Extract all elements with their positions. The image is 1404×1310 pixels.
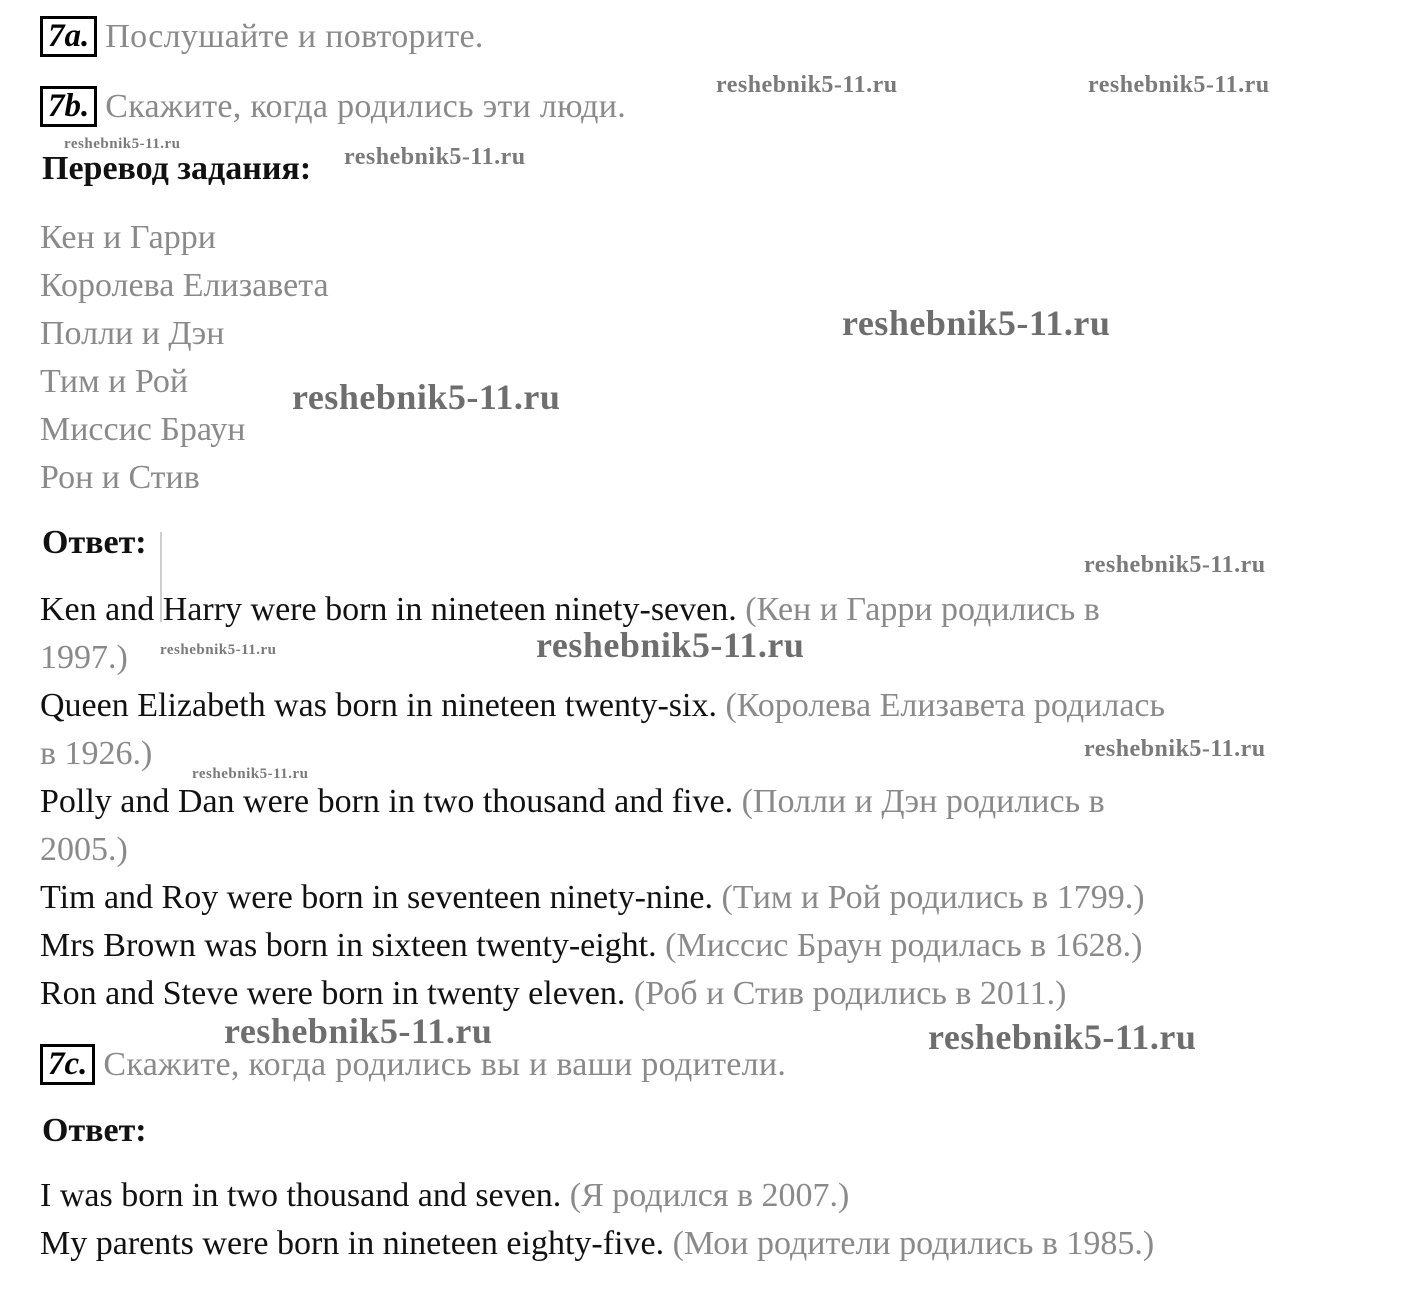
answer-ru: (Тим и Рой родились в 1799.): [721, 879, 1145, 916]
answer-line: [40, 970, 1067, 1018]
task-7b-instruction: Скажите, когда родились эти люди.: [105, 87, 627, 125]
answer-ru: (Королева Елизавета родилась: [725, 687, 1166, 724]
answer-line: [40, 874, 1145, 922]
watermark: reshebnik5-11.ru: [928, 1017, 1197, 1057]
answer-heading: Ответ:: [42, 524, 147, 561]
answer-ru: (Мои родители родились в 1985.): [672, 1225, 1155, 1262]
people-item: Кен и Гарри: [40, 219, 216, 256]
watermark: reshebnik5-11.ru: [64, 136, 181, 152]
people-item: Полли и Дэн: [40, 315, 225, 352]
task-7a-instruction: Послушайте и повторите.: [105, 17, 484, 55]
answer-ru: (Полли и Дэн родились в: [741, 783, 1105, 820]
watermark: reshebnik5-11.ru: [1084, 552, 1266, 578]
answer-en: Tim and Roy were born in seventeen ninety-nine.: [40, 879, 713, 916]
answer-line: [40, 922, 1143, 970]
watermark: reshebnik5-11.ru: [1088, 72, 1270, 98]
answer-ru-continued: 2005.): [40, 831, 128, 868]
watermark: reshebnik5-11.ru: [536, 625, 805, 665]
watermark: reshebnik5-11.ru: [344, 144, 526, 170]
task-7a-number: 7a.: [40, 16, 97, 57]
people-item: Миссис Браун: [40, 411, 246, 448]
answer-ru-continued: в 1926.): [40, 735, 153, 772]
task-7b: [40, 86, 626, 127]
answer-line: [40, 1172, 849, 1220]
answer-en: Queen Elizabeth was born in nineteen twenty-six.: [40, 687, 717, 724]
answer-en: Mrs Brown was born in sixteen twenty-eight.: [40, 927, 657, 964]
answer-ru: (Миссис Браун родилась в 1628.): [665, 927, 1143, 964]
answer-ru: (Роб и Стив родились в 2011.): [633, 975, 1067, 1012]
watermark: reshebnik5-11.ru: [292, 377, 561, 417]
answer-en: Polly and Dan were born in two thousand and five.: [40, 783, 734, 820]
task-7a: [40, 16, 484, 57]
answer-line: [40, 682, 1165, 730]
task-7c-number: 7c.: [40, 1044, 95, 1085]
translation-heading: Перевод задания:: [42, 150, 312, 187]
people-item: Рон и Стив: [40, 459, 200, 496]
answer-en: My parents were born in nineteen eighty-five.: [40, 1225, 665, 1262]
task-7c-instruction: Скажите, когда родились вы и ваши родители.: [103, 1045, 787, 1083]
people-item: Тим и Рой: [40, 363, 189, 400]
answer-ru-continued: 1997.): [40, 639, 128, 676]
answer-en: I was born in two thousand and seven.: [40, 1177, 562, 1214]
task-7b-number: 7b.: [40, 86, 97, 127]
people-item: Королева Елизавета: [40, 267, 329, 304]
watermark: reshebnik5-11.ru: [1084, 736, 1266, 762]
answer-line: [40, 1220, 1154, 1268]
answer-en: Ron and Steve were born in twenty eleven.: [40, 975, 626, 1012]
answer-line: [40, 778, 1105, 826]
answer-heading: Ответ:: [42, 1112, 147, 1149]
watermark: reshebnik5-11.ru: [842, 303, 1111, 343]
watermark: reshebnik5-11.ru: [160, 642, 277, 658]
watermark: reshebnik5-11.ru: [716, 72, 898, 98]
answer-en: Ken and Harry were born in nineteen ninety-seven.: [40, 591, 737, 628]
watermark: reshebnik5-11.ru: [224, 1011, 493, 1051]
answer-ru: (Я родился в 2007.): [569, 1177, 850, 1214]
watermark: reshebnik5-11.ru: [192, 766, 309, 782]
answer-ru: (Кен и Гарри родились в: [745, 591, 1100, 628]
